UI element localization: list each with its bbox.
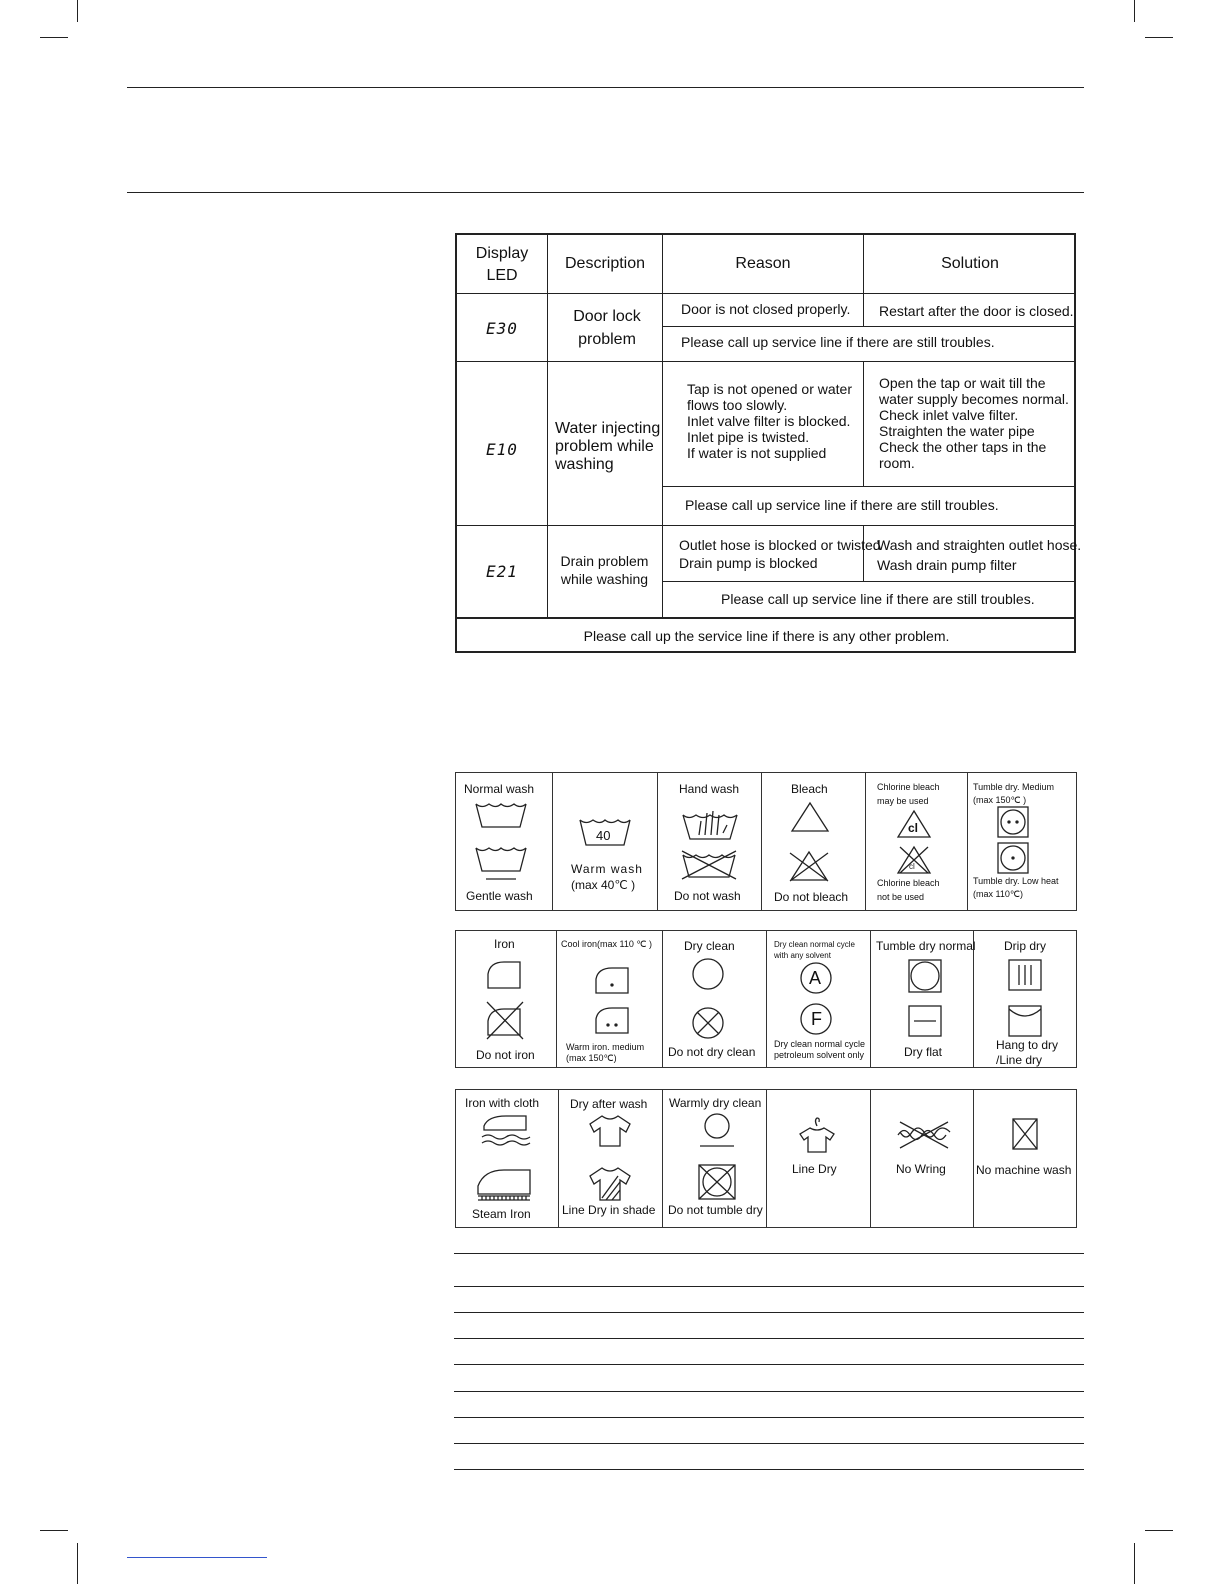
ruled-line (454, 1253, 1084, 1254)
row-solution-line: Check the other taps in the (879, 439, 1047, 455)
label-chlorine-not-used: Chlorine bleach (877, 878, 940, 888)
ruled-line (454, 1364, 1084, 1365)
label-dry-clean-petroleum: petroleum solvent only (774, 1050, 865, 1060)
label-dry-clean-any-solvent: Dry clean normal cycle (774, 940, 855, 949)
label-warm-wash-max: (max 40℃ ) (571, 878, 636, 892)
led-code: E10 (486, 440, 518, 459)
label-dry-clean-any-solvent: with any solvent (774, 951, 831, 960)
label-iron: Iron (494, 937, 515, 951)
do-not-dry-clean-icon (692, 1007, 724, 1039)
dry-after-wash-icon (588, 1114, 632, 1148)
label-warm-iron: Warm iron. medium (566, 1042, 645, 1052)
label-do-not-iron: Do not iron (476, 1048, 535, 1062)
header-display-led: Display LED (475, 245, 529, 284)
bleach-icon (790, 801, 830, 833)
row-solution-line: Wash and straighten outlet hose. (877, 537, 1082, 553)
label-chlorine-bleach: may be used (877, 796, 929, 806)
error-code-table (455, 233, 1082, 653)
row-reason-line: Drain pump is blocked (679, 555, 818, 571)
iron-with-cloth-icon (480, 1112, 532, 1146)
label-normal-wash: Normal wash (464, 782, 535, 796)
row-reason-line: Inlet pipe is twisted. (687, 429, 810, 445)
label-chlorine-not-used: not be used (877, 892, 925, 902)
label-tumble-medium: (max 150℃ ) (973, 795, 1027, 805)
led-code: E21 (486, 562, 518, 581)
label-dry-clean: Dry clean (684, 939, 735, 953)
row-solution: Restart after the door is closed. (879, 303, 1074, 319)
label-line-dry-in-shade: Line Dry in shade (562, 1203, 656, 1217)
ruled-line (454, 1286, 1084, 1287)
row-description: Water injecting problem while washing (555, 420, 661, 473)
drip-dry-icon (1008, 959, 1042, 991)
tumble-dry-low-icon (997, 842, 1029, 874)
label-do-not-bleach: Do not bleach (774, 890, 849, 904)
hand-wash-icon (681, 805, 739, 841)
hang-to-dry-icon (1008, 1005, 1042, 1037)
label-tumble-low: (max 110℃) (973, 889, 1023, 899)
label-dry-after-wash: Dry after wash (570, 1097, 648, 1111)
row-solution-line: water supply becomes normal. (879, 391, 1069, 407)
cool-iron-icon (594, 965, 632, 995)
ruled-line (454, 1338, 1084, 1339)
label-bleach: Bleach (791, 782, 828, 796)
chlorine-symbol-text: cl (908, 821, 919, 835)
row-solution-line: Open the tap or wait till the (879, 375, 1046, 391)
do-not-bleach-icon (786, 849, 832, 883)
label-warmly-dry-clean: Warmly dry clean (669, 1096, 762, 1110)
header-reason: Reason (735, 255, 791, 272)
do-not-wash-icon (678, 847, 740, 881)
label-tumble-medium: Tumble dry. Medium (973, 782, 1055, 792)
ruled-line (454, 1312, 1084, 1313)
label-no-machine-wash: No machine wash (976, 1163, 1072, 1177)
footer-link-underline[interactable] (127, 1557, 267, 1558)
label-hang-to-dry: Hang to dry (996, 1038, 1059, 1052)
no-machine-wash-icon (1012, 1118, 1038, 1150)
label-hand-wash: Hand wash (679, 782, 740, 796)
label-do-not-dry-clean: Do not dry clean (668, 1045, 756, 1059)
table-footer-note: Please call up the service line if there is any other problem. (583, 628, 950, 644)
ruled-line (454, 1417, 1084, 1418)
dry-clean-letter: A (809, 968, 822, 988)
row-reason-line: Tap is not opened or water (687, 381, 852, 397)
crop-mark (1145, 37, 1173, 38)
do-not-tumble-dry-icon (698, 1164, 736, 1200)
led-code: E30 (486, 319, 518, 338)
warmly-dry-clean-icon (698, 1112, 736, 1148)
no-chlorine-bleach-icon (896, 845, 932, 875)
crop-mark (77, 1543, 78, 1584)
row-note: Please call up service line if there are still troubles. (685, 497, 999, 513)
wash-temp-value: 40 (596, 828, 611, 843)
label-warm-iron: (max 150℃) (566, 1053, 617, 1063)
label-gentle-wash: Gentle wash (466, 889, 533, 903)
dry-flat-icon (908, 1005, 942, 1037)
line-dry-icon (797, 1116, 837, 1154)
ruled-line (454, 1443, 1084, 1444)
header-solution: Solution (941, 255, 999, 272)
label-do-not-wash: Do not wash (674, 889, 741, 903)
tumble-dry-normal-icon (908, 959, 942, 993)
care-symbols-table-3 (455, 1089, 1077, 1228)
ruled-line (454, 1391, 1084, 1392)
label-warm-wash: Warm wash (571, 862, 643, 876)
row-reason: Door is not closed properly. (681, 301, 851, 317)
row-note: Please call up service line if there are still troubles. (721, 591, 1035, 607)
label-dry-flat: Dry flat (904, 1045, 943, 1059)
row-reason-line: Outlet hose is blocked or twisted (679, 537, 881, 553)
label-no-wring: No Wring (896, 1162, 946, 1176)
label-chlorine-bleach: Chlorine bleach (877, 782, 940, 792)
header-description: Description (564, 255, 646, 272)
normal-wash-icon (474, 801, 528, 829)
steam-iron-icon (474, 1166, 534, 1202)
row-reason-line: flows too slowly. (687, 397, 788, 413)
label-tumble-low: Tumble dry. Low heat (973, 876, 1059, 886)
warm-iron-icon (594, 1005, 632, 1035)
label-drip-dry: Drip dry (1004, 939, 1047, 953)
iron-icon (486, 958, 524, 990)
label-tumble-dry-normal: Tumble dry normal (876, 939, 976, 953)
no-wring-icon (896, 1120, 952, 1150)
label-hang-to-dry: /Line dry (996, 1053, 1043, 1067)
crop-mark (77, 0, 78, 22)
ruled-line (454, 1469, 1084, 1470)
line-dry-in-shade-icon (588, 1166, 632, 1202)
label-do-not-tumble-dry: Do not tumble dry (668, 1203, 763, 1217)
crop-mark (1134, 0, 1135, 22)
crop-mark (1145, 1530, 1173, 1531)
row-solution-line: Straighten the water pipe (879, 423, 1035, 439)
label-steam-iron: Steam Iron (472, 1207, 531, 1221)
label-line-dry: Line Dry (792, 1162, 837, 1176)
tumble-dry-medium-icon (997, 806, 1029, 838)
label-iron-with-cloth: Iron with cloth (465, 1096, 540, 1110)
row-solution-line: room. (879, 455, 915, 471)
row-solution-line: Check inlet valve filter. (879, 407, 1019, 423)
crop-mark (40, 1530, 68, 1531)
label-dry-clean-petroleum: Dry clean normal cycle (774, 1039, 866, 1049)
care-symbols-table-1 (455, 772, 1077, 911)
crop-mark (1134, 1543, 1135, 1584)
row-solution-line: Wash drain pump filter (877, 557, 1017, 573)
do-not-iron-icon (484, 999, 526, 1041)
row-description: Door lock problem (573, 308, 641, 348)
row-reason-line: Inlet valve filter is blocked. (687, 413, 851, 429)
header-rule-bottom (127, 192, 1084, 193)
crop-mark (40, 37, 68, 38)
care-symbols-table-2 (455, 930, 1077, 1068)
dry-clean-icon (692, 958, 724, 990)
gentle-wash-icon (474, 845, 528, 881)
svg-text:cl: cl (909, 862, 915, 871)
header-rule-top (127, 87, 1084, 88)
row-note: Please call up service line if there are still troubles. (681, 334, 995, 350)
dry-clean-letter: F (811, 1009, 822, 1029)
label-cool-iron: Cool iron(max 110 ℃ ) (561, 939, 652, 949)
row-description: Drain problem while washing (560, 553, 649, 587)
row-reason-line: If water is not supplied (687, 445, 827, 461)
